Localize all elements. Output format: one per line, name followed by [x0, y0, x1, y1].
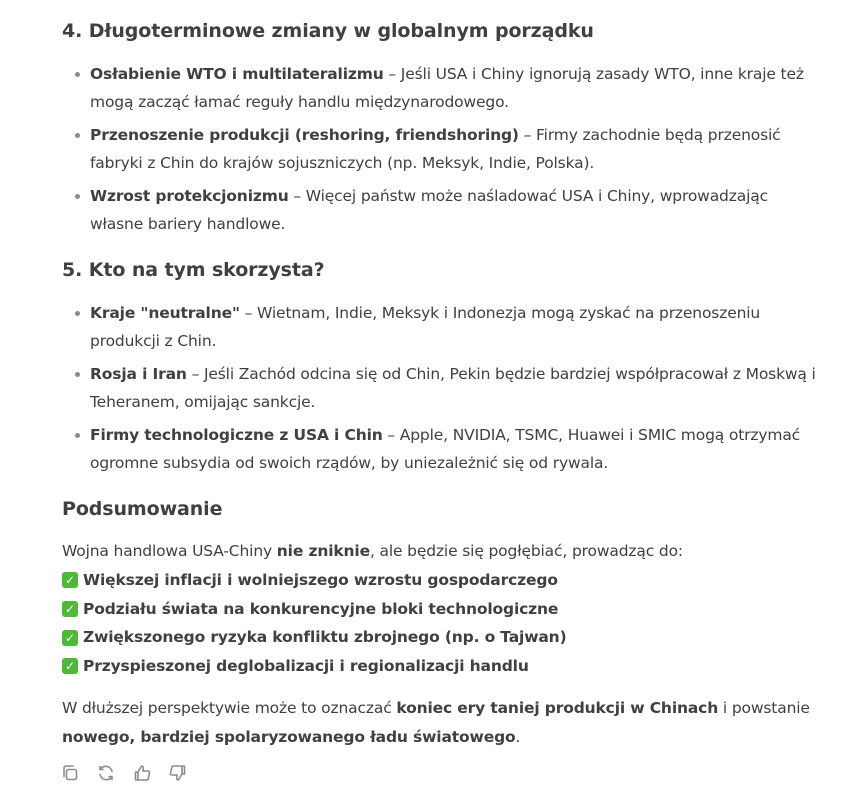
check-mark-icon: ✓: [62, 601, 78, 617]
intro-text-after: , ale będzie się pogłębiać, prowadząc do:: [369, 542, 684, 560]
summary-heading: Podsumowanie: [62, 498, 223, 520]
summary-intro: [62, 537, 818, 566]
list-item: [62, 299, 818, 355]
list-item: [62, 121, 818, 177]
item-text: – Jeśli USA i Chiny ignorują zasady WTO, inne kraje też mogą zacząć łamać reguły handlu międzynarodowego.: [90, 65, 804, 111]
check-mark-icon: ✓: [62, 630, 78, 646]
regenerate-button[interactable]: [96, 761, 116, 785]
check-item-text: Większej inflacji i wolniejszego wzrostu gospodarczego: [83, 571, 558, 589]
item-bold: Wzrost protekcjonizmu: [90, 187, 289, 205]
section-heading-4: 4. Długoterminowe zmiany w globalnym porządku: [62, 20, 594, 42]
list-item: [62, 421, 818, 477]
outro-text: .: [515, 727, 521, 746]
item-text: – Firmy zachodnie będą przenosić fabryki z Chin do krajów sojuszniczych (np. Meksyk, Indie, Polska).: [90, 126, 781, 172]
thumbs-down-button[interactable]: [168, 761, 188, 785]
check-item: [62, 623, 567, 652]
section-5-list: [62, 299, 818, 482]
list-item: [62, 60, 818, 116]
thumbs-up-icon: [132, 763, 152, 783]
list-item: [62, 360, 818, 416]
check-item: [62, 652, 567, 681]
check-item-text: Przyspieszonej deglobalizacji i regionalizacji handlu: [83, 657, 529, 676]
item-text: – Wietnam, Indie, Meksyk i Indonezja mogą zyskać na przenoszeniu produkcji z Chin.: [90, 304, 761, 350]
section-4-list: [62, 60, 818, 243]
list-item: [62, 182, 818, 238]
section-heading-5: 5. Kto na tym skorzysta?: [62, 259, 325, 281]
copy-icon: [60, 763, 80, 783]
outro-text: i powstanie: [718, 699, 810, 717]
thumbs-down-icon: [168, 763, 188, 783]
check-item-text: Podziału świata na konkurencyjne bloki technologiczne: [83, 599, 559, 618]
regenerate-icon: [96, 763, 116, 783]
item-bold: Przenoszenie produkcji (reshoring, friendshoring): [90, 126, 519, 144]
check-mark-icon: ✓: [62, 658, 78, 674]
outro-bold: nowego, bardziej spolaryzowanego ładu światowego: [62, 727, 516, 746]
message-actions-toolbar: [60, 761, 188, 785]
item-bold: Osłabienie WTO i multilateralizmu: [90, 65, 384, 83]
intro-text: Wojna handlowa USA-Chiny: [62, 542, 277, 560]
item-bold: Kraje "neutralne": [90, 304, 240, 322]
item-bold: Firmy technologiczne z USA i Chin: [90, 426, 383, 444]
thumbs-up-button[interactable]: [132, 761, 152, 785]
check-mark-icon: ✓: [62, 572, 78, 588]
copy-button[interactable]: [60, 761, 80, 785]
check-item: [62, 595, 567, 624]
item-text: – Jeśli Zachód odcina się od Chin, Pekin będzie bardziej współpracował z Moskwą i Teheranem, omijając sankcje.: [90, 365, 816, 411]
summary-check-list: [62, 566, 567, 681]
item-text: – Więcej państw może naśladować USA i Chiny, wprowadzając własne bariery handlowe.: [90, 187, 768, 233]
item-text: – Apple, NVIDIA, TSMC, Huawei i SMIC mogą otrzymać ogromne subsydia od swoich rządów, by uniezależnić się od rywala.: [90, 426, 801, 472]
check-item-text: Zwiększonego ryzyka konfliktu zbrojnego (np. o Tajwan): [83, 628, 567, 647]
outro-text: W dłuższej perspektywie może to oznaczać: [62, 699, 397, 717]
outro-bold: koniec ery taniej produkcji w Chinach: [396, 699, 719, 717]
intro-bold: nie zniknie: [276, 542, 370, 560]
item-bold: Rosja i Iran: [90, 365, 187, 383]
check-item: [62, 566, 567, 595]
summary-outro: [62, 694, 818, 751]
